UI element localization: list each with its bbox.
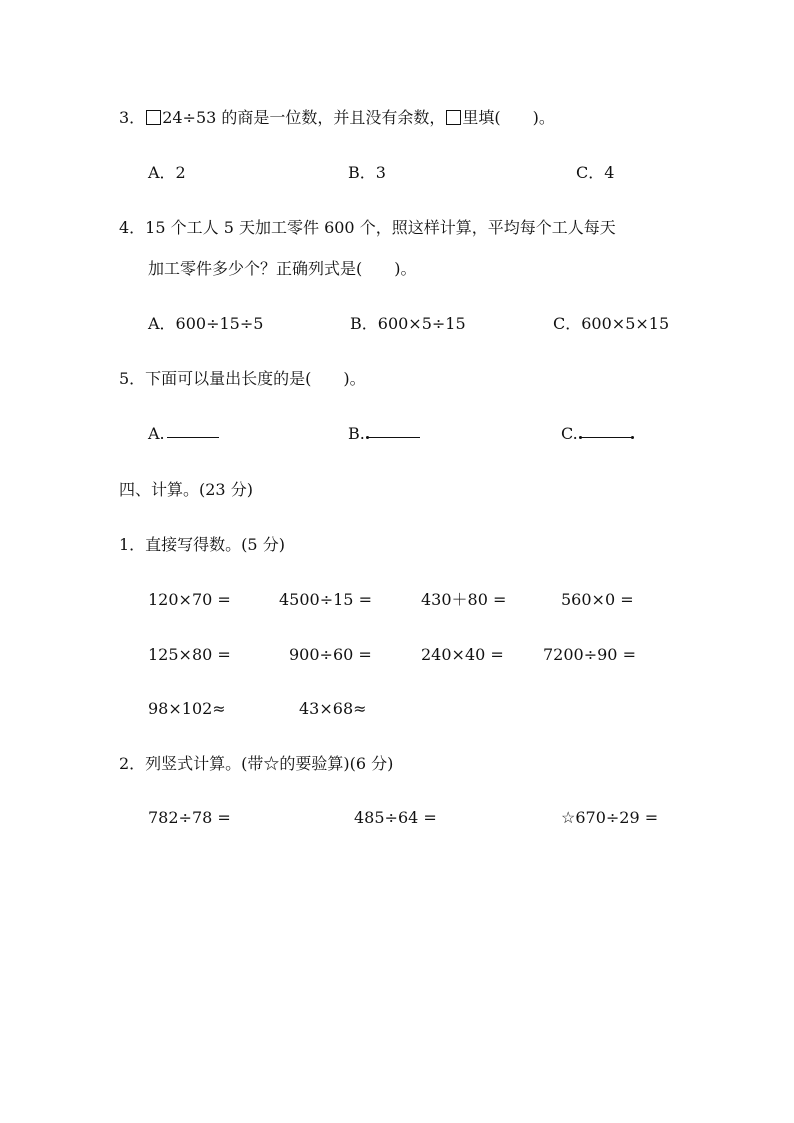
calc-item: 43×68≈ (299, 699, 367, 718)
q3-option-a[interactable]: A．2 (148, 163, 186, 182)
blank-box-icon (146, 110, 161, 125)
blank-box-icon (446, 110, 461, 125)
calc-item: 120×70 = (148, 590, 231, 609)
calc-item: 4500÷15 = (279, 590, 372, 609)
calc-item: 560×0 = (561, 590, 634, 609)
q3-option-c[interactable]: C．4 (576, 163, 615, 182)
calc-item: 125×80 = (148, 645, 231, 664)
ray-icon (367, 437, 420, 438)
q4-option-a[interactable]: A．600÷15÷5 (148, 314, 264, 333)
q5-option-c[interactable]: C. (561, 424, 578, 443)
q5-stem: 5．下面可以量出长度的是( )。 (119, 369, 366, 388)
vertical-calc-item: 782÷78 = (148, 808, 231, 827)
q3-text-end: 里填( )。 (462, 108, 555, 127)
q5-option-b[interactable]: B. (348, 424, 365, 443)
q3-text: 24÷53 的商是一位数，并且没有余数， (162, 108, 446, 127)
calc-item: 240×40 = (421, 645, 504, 664)
calc-item: 430＋80 = (421, 590, 507, 609)
q4-option-c[interactable]: C．600×5×15 (553, 314, 670, 333)
calc-item: 900÷60 = (289, 645, 372, 664)
q3-stem (119, 108, 555, 128)
sub1-title: 1．直接写得数。(5 分) (119, 535, 285, 554)
sub2-title: 2．列竖式计算。(带☆的要验算)(6 分) (119, 754, 394, 773)
q4-stem-line2: 加工零件多少个？正确列式是( )。 (148, 259, 417, 278)
segment-endpoint-icon (631, 436, 634, 439)
vertical-calc-item: 485÷64 = (354, 808, 437, 827)
section-title: 四、计算。(23 分) (119, 480, 253, 499)
calc-item: 7200÷90 = (543, 645, 636, 664)
line-icon (167, 437, 219, 438)
vertical-calc-item: ☆670÷29 = (561, 808, 659, 827)
q4-option-b[interactable]: B．600×5÷15 (350, 314, 466, 333)
calc-item: 98×102≈ (148, 699, 226, 718)
q5-option-a[interactable]: A. (148, 424, 165, 443)
q4-stem-line1: 4．15 个工人 5 天加工零件 600 个，照这样计算，平均每个工人每天 (119, 218, 616, 237)
segment-icon (580, 437, 632, 438)
q3-option-b[interactable]: B．3 (348, 163, 386, 182)
q3-number: 3． (119, 108, 146, 127)
